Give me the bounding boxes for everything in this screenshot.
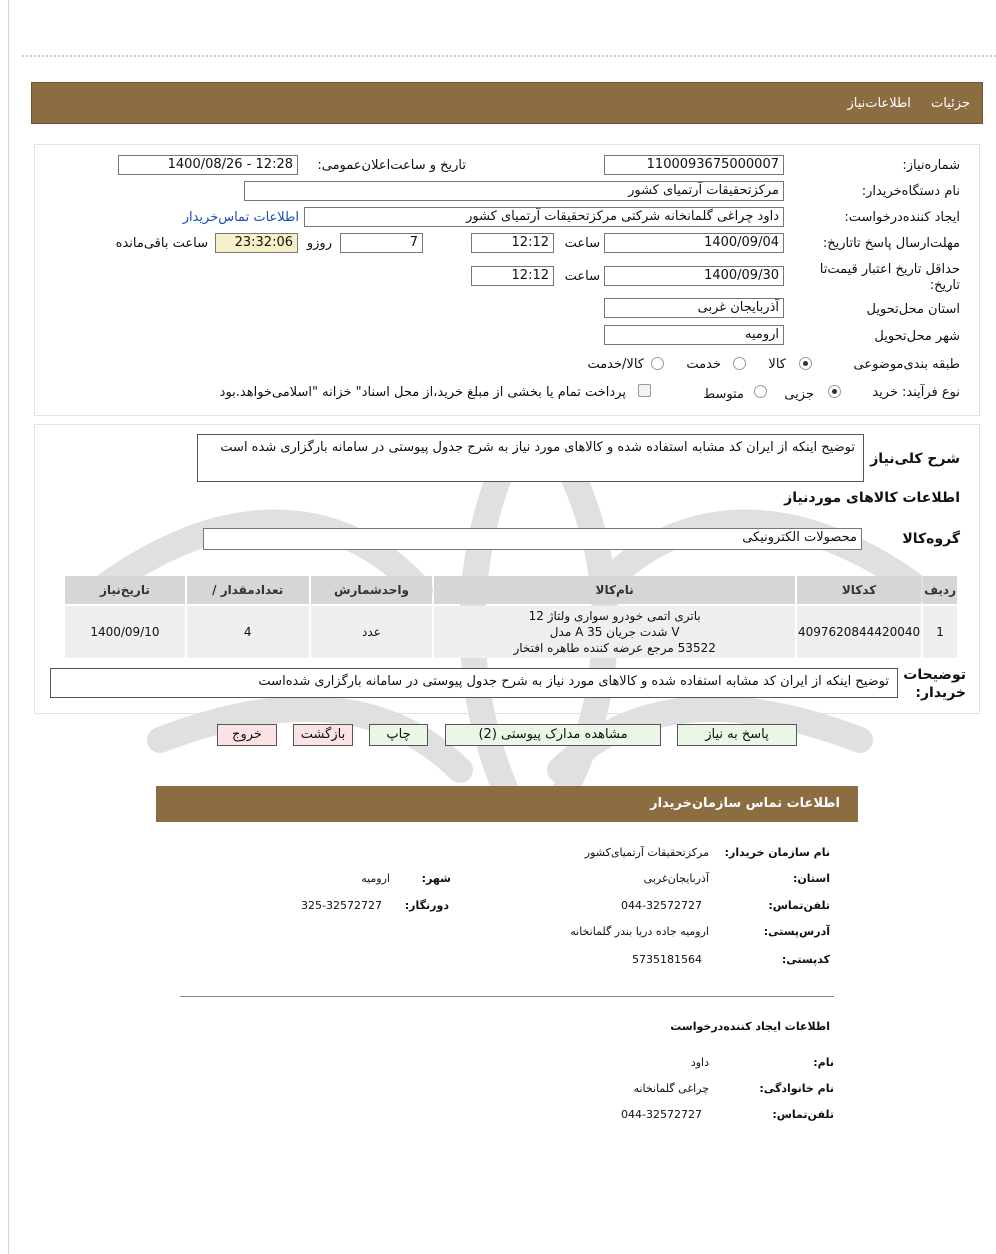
item-name-line: V شدت جریان A 35 مدل [549, 625, 680, 639]
category-radio-goods[interactable] [799, 357, 812, 370]
payment-note: پرداخت تمام یا بخشی از مبلغ خرید،از محل اسناد" خزانه "اسلامی‌خواهد.بود [219, 385, 626, 400]
validity-time-field: 12:12 [471, 266, 554, 286]
process-label: نوع فرآیند: [902, 385, 960, 400]
need-number-label: شماره‌نیاز: [902, 158, 960, 173]
col-code-header: کدکالا [797, 576, 921, 604]
print-button[interactable]: چاپ [369, 724, 428, 746]
province-field: آذربایجان غربی [604, 298, 784, 318]
process-radio-minor[interactable] [828, 385, 841, 398]
buyer-org-field: مرکزتحقیقات آرتمیای کشور [244, 181, 784, 201]
section-divider [180, 996, 834, 997]
col-date-header: تاریخ‌نیاز [65, 576, 185, 604]
validity-date-field: 1400/09/30 [604, 266, 784, 286]
requester-phone-value: 044-32572727 [621, 1108, 702, 1121]
category-option-goods: کالا [768, 357, 786, 372]
remaining-timer: 23:32:06 [215, 233, 298, 253]
contact-fax-label: دورنگار: [404, 899, 449, 912]
category-label: طبقه بندی‌موضوعی [853, 357, 960, 372]
contact-title: اطلاعات تماس سازمان‌خریدار [650, 796, 840, 811]
goods-table [63, 574, 959, 660]
details-header-bar [31, 82, 983, 124]
category-option-goods-service: کالا/خدمت [587, 357, 644, 372]
remaining-label: ساعت باقی‌مانده [115, 236, 208, 251]
goods-group-label: گروه‌کالا [902, 531, 960, 547]
goods-info-title: اطلاعات کالاهای موردنیاز [784, 490, 960, 506]
category-option-service: خدمت [686, 357, 721, 372]
process-option-minor: جزیی [784, 387, 814, 402]
buyer-notes-label: توضیحات خریدار: [903, 667, 966, 701]
contact-address-label: آدرس‌پستی: [763, 925, 830, 938]
contact-phone-value: 044-32572727 [621, 899, 702, 912]
cell-unit: عدد [311, 606, 433, 658]
announce-label: تاریخ و ساعت‌اعلان‌عمومی: [317, 158, 466, 173]
summary-text: توضیح اینکه از ایران کد مشابه استفاده شده و کالاهای مورد نیاز به شرح جدول پیوستی در سامانه بارگزاری شده است [197, 434, 864, 482]
contact-postal-value: 5735181564 [632, 953, 702, 966]
item-name-line: باتری اتمی خودرو سواری ولتاژ 12 [528, 609, 701, 623]
announce-field: 1400/08/26 - 12:28 [118, 155, 298, 175]
need-number-field: 1100093675000007 [604, 155, 784, 175]
deadline-time-label: ساعت [564, 236, 600, 251]
requester-name-value: داود [690, 1056, 709, 1069]
cell-qty: 4 [187, 606, 309, 658]
requester-family-value: چراغی گلمانخانه [633, 1082, 709, 1095]
page-left-border [8, 0, 9, 1254]
col-qty-header: تعدادمقدار / [187, 576, 309, 604]
city-label: شهر محل‌تحویل [874, 329, 960, 344]
goods-group-field: محصولات الکترونیکی [203, 528, 862, 550]
table-row [65, 606, 957, 658]
validity-time-label: ساعت [564, 269, 600, 284]
table-header-row [65, 576, 957, 604]
contact-city-label: شهر: [421, 872, 451, 885]
deadline-label: مهلت‌ارسال پاسخ تا‌تاریخ: [822, 236, 960, 251]
deadline-date-field: 1400/09/04 [604, 233, 784, 253]
contact-org-label: نام سازمان خریدار: [724, 846, 830, 859]
col-name-header: نام‌کالا [434, 576, 795, 604]
validity-label: حداقل تاریخ اعتبار قیمت‌تا تاریخ: [819, 262, 960, 293]
tab-details[interactable]: جزئیات [931, 96, 970, 111]
contact-address-value: ارومیه جاده دریا بندر گلمانخانه [570, 925, 709, 938]
back-button[interactable]: بازگشت [293, 724, 353, 746]
contact-province-value: آذربایجان‌غربی [643, 872, 709, 885]
top-dotted-divider [22, 55, 996, 57]
tab-need-info[interactable]: اطلاعات‌نیاز [847, 96, 911, 111]
contact-phone-label: تلفن‌تماس: [768, 899, 830, 912]
process-radio-medium[interactable] [754, 385, 767, 398]
days-field: 7 [340, 233, 423, 253]
buyer-org-label: نام دستگاه‌خریدار: [861, 184, 960, 199]
requester-phone-label: تلفن‌تماس: [772, 1108, 834, 1121]
contact-province-label: استان: [793, 872, 830, 885]
contact-postal-label: کدپستی: [781, 953, 830, 966]
process-option-medium: متوسط [703, 387, 744, 402]
process-prefix: خرید [872, 385, 898, 400]
cell-code: 4097620844420040 [797, 606, 921, 658]
requester-title: اطلاعات ایجاد کننده‌درخواست [670, 1020, 830, 1033]
item-name-line: 53522 مرجع عرضه کننده طاهره افتخار [513, 641, 716, 655]
cell-row: 1 [923, 606, 957, 658]
col-row-header: ردیف [923, 576, 957, 604]
buyer-notes-text: توضیح اینکه از ایران کد مشابه استفاده شده و کالاهای مورد نیاز به شرح جدول پیوستی در سامانه بارگزاری شده‌است [50, 668, 898, 698]
contact-org-value: مرکزتحقیقات آرتمیای‌کشور [584, 846, 709, 859]
requester-family-label: نام خانوادگی: [759, 1082, 834, 1095]
buyer-contact-link[interactable]: اطلاعات تماس‌خریدار [182, 210, 299, 225]
category-radio-service[interactable] [733, 357, 746, 370]
col-unit-header: واحدشمارش [311, 576, 433, 604]
view-documents-button[interactable]: مشاهده مدارک پیوستی (2) [445, 724, 661, 746]
contact-header-bar [156, 786, 858, 822]
cell-name [434, 606, 795, 658]
treasury-payment-checkbox[interactable] [638, 384, 651, 397]
contact-city-value: ارومیه [361, 872, 390, 885]
city-field: ارومیه [604, 325, 784, 345]
creator-label: ایجاد کننده‌درخواست: [844, 210, 960, 225]
exit-button[interactable]: خروج [217, 724, 277, 746]
cell-date: 1400/09/10 [65, 606, 185, 658]
deadline-time-field: 12:12 [471, 233, 554, 253]
reply-button[interactable]: پاسخ به نیاز [677, 724, 797, 746]
category-radio-goods-service[interactable] [651, 357, 664, 370]
contact-fax-value: 325-32572727 [301, 899, 382, 912]
creator-field: داود چراغی گلمانخانه شرکتی مرکزتحقیقات آرتمیای کشور [304, 207, 784, 227]
summary-label: شرح کلی‌نیاز [870, 451, 960, 467]
requester-name-label: نام: [813, 1056, 834, 1069]
days-label: روزو [306, 236, 332, 251]
province-label: استان محل‌تحویل [866, 302, 960, 317]
